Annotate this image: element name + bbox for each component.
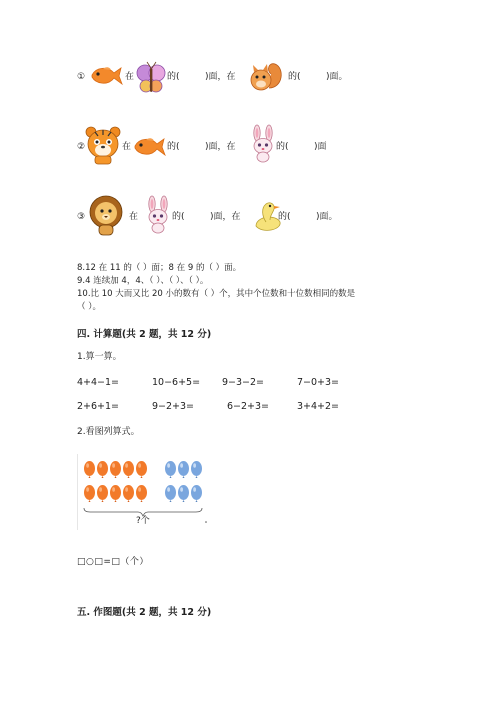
- word-end: )面: [314, 142, 327, 152]
- section-4-title: 四. 计算题(共 2 题，共 12 分): [77, 329, 212, 340]
- lion-image: [89, 195, 125, 237]
- question-10: 10.比 10 大而又比 20 小的数有（ ）个，其中个位数和十位数相同的数是: [77, 289, 356, 299]
- section-5-title: 五. 作图题(共 2 题，共 12 分): [77, 607, 212, 618]
- word-mid: )面，在: [205, 142, 236, 152]
- fish-image: [133, 137, 167, 163]
- word-of: 的(: [278, 212, 291, 222]
- word-at: 在: [129, 212, 139, 222]
- question-2-label: 2.看图列算式。: [77, 427, 140, 437]
- fish-image: [90, 66, 124, 92]
- word-end: )面。: [316, 212, 338, 222]
- rabbit-image: [249, 126, 277, 164]
- answer-template: □○□=□（个）: [77, 557, 149, 567]
- calc-item: 6−2+3=: [227, 401, 270, 412]
- question-8: 8.12 在 11 的（ ）面；8 在 9 的（ ）面。: [77, 263, 242, 273]
- question-1-label: 1.算一算。: [77, 352, 122, 362]
- question-number: ①: [77, 72, 86, 82]
- calc-item: 3+4+2=: [297, 401, 340, 412]
- word-of: 的(: [288, 72, 301, 82]
- calc-item: 9−2+3=: [152, 401, 195, 412]
- brace-icon: [84, 508, 202, 516]
- butterfly-image: [136, 64, 166, 96]
- question-number: ②: [77, 142, 86, 152]
- rabbit-image: [144, 197, 172, 235]
- word-of: 的(: [172, 212, 185, 222]
- calc-item: 4+4−1=: [77, 377, 120, 388]
- balloon-picture: [77, 454, 209, 530]
- tiger-image: [85, 126, 121, 164]
- word-at: 在: [122, 142, 132, 152]
- question-number: ③: [77, 212, 86, 222]
- word-of: 的(: [276, 142, 289, 152]
- word-at: 在: [125, 72, 135, 82]
- total-unknown-label: ?个: [136, 516, 150, 526]
- squirrel-image: [249, 62, 285, 92]
- word-mid: )面，在: [210, 212, 241, 222]
- question-9: 9.4 连续加 4，4、（ ）、（ ）、（ ）。: [77, 276, 209, 286]
- blue-balloons: [165, 461, 202, 502]
- calc-item: 2+6+1=: [77, 401, 120, 412]
- word-of: 的(: [167, 72, 180, 82]
- word-of: 的(: [167, 142, 180, 152]
- calc-item: 7−0+3=: [297, 377, 340, 388]
- word-end: )面。: [326, 72, 348, 82]
- question-10-cont: （ ）。: [77, 302, 101, 312]
- calc-item: 10−6+5=: [152, 377, 201, 388]
- word-mid: )面，在: [205, 72, 236, 82]
- orange-balloons: [84, 461, 147, 502]
- calc-item: 9−3−2=: [222, 377, 265, 388]
